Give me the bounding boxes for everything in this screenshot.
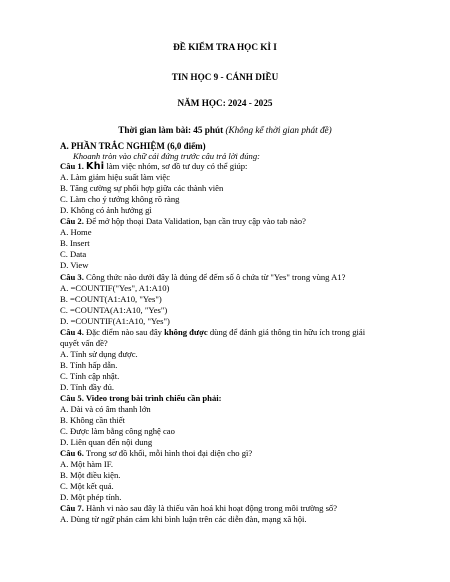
question-2 — [60, 216, 440, 226]
option: B. Insert — [60, 238, 90, 248]
section-a-title: A. PHẦN TRẮC NGHIỆM (6,0 điểm) — [60, 141, 206, 151]
question-4-label: Câu 4. — [60, 327, 84, 337]
question-4-text-bold: không được — [164, 327, 208, 337]
section-a-instruction: Khoanh tròn vào chữ cái đứng trước câu trả lời đúng: — [73, 151, 260, 161]
question-5-text: Video trong bài trình chiếu cần phải: — [85, 393, 222, 403]
option: D. View — [60, 260, 89, 270]
option: C. =COUNTA(A1:A10, "Yes") — [60, 305, 168, 315]
option: A. Dùng từ ngữ phản cảm khi bình luận trên các diễn đàn, mạng xã hội. — [60, 514, 307, 524]
exam-title: ĐỀ KIỂM TRA HỌC KÌ I — [173, 42, 277, 52]
option: A. Một hàm IF. — [60, 459, 114, 469]
question-4-text-before: Đặc điểm nào sau đây — [86, 327, 162, 337]
question-1 — [60, 161, 440, 172]
option: D. Một phép tính. — [60, 492, 122, 502]
exam-subject: TIN HỌC 9 - CÁNH DIỀU — [171, 72, 279, 82]
option: D. Không có ảnh hưởng gì — [60, 205, 152, 215]
option: A. Làm giảm hiệu suất làm việc — [60, 172, 171, 182]
exam-time — [0, 125, 450, 135]
option: B. Không cần thiết — [60, 415, 125, 425]
question-1-text: làm việc nhóm, sơ đồ tư duy có thể giúp: — [106, 161, 248, 171]
question-1-label: Câu 1. — [60, 161, 84, 171]
question-6 — [60, 448, 440, 458]
question-3-label: Câu 3. — [60, 272, 84, 282]
question-5-label: Câu 5. — [60, 393, 84, 403]
question-5 — [60, 393, 440, 403]
option: B. =COUNT(A1:A10, "Yes") — [60, 294, 162, 304]
exam-year: NĂM HỌC: 2024 - 2025 — [177, 98, 273, 108]
question-2-text: Để mở hộp thoại Data Validation, bạn cần truy cập vào tab nào? — [86, 216, 306, 226]
option: A. Dài và có âm thanh lớn — [60, 404, 151, 414]
option: A. =COUNTIF("Yes", A1:A10) — [60, 283, 170, 293]
option: C. Tính cập nhật. — [60, 371, 120, 381]
option: A. Tính sử dụng được. — [60, 349, 138, 359]
question-2-label: Câu 2. — [60, 216, 84, 226]
option: B. Tính hấp dẫn. — [60, 360, 118, 370]
option: B. Một điều kiện. — [60, 470, 121, 480]
question-4 — [60, 327, 440, 337]
option: D. Tính đầy đủ. — [60, 382, 115, 392]
question-6-label: Câu 6. — [60, 448, 84, 458]
option: C. Một kết quả. — [60, 481, 114, 491]
option: D. Liên quan đến nội dung — [60, 437, 153, 447]
question-7 — [60, 503, 440, 513]
option: C. Data — [60, 249, 87, 259]
question-7-text: Hành vi nào sau đây là thiếu văn hoá khi hoạt động trong môi trường số? — [86, 503, 338, 513]
question-1-highlight: Khi — [86, 161, 105, 172]
exam-time-note: (Không kể thời gian phát đề) — [225, 125, 332, 135]
option: B. Tăng cường sự phối hợp giữa các thành viên — [60, 183, 224, 193]
question-4-text-after: dùng để đánh giá thông tin hữu ích trong giải — [209, 327, 366, 337]
question-3-text: Công thức nào dưới đây là đúng để đếm số ô chứa từ "Yes" trong vùng A1? — [86, 272, 346, 282]
question-7-label: Câu 7. — [60, 503, 84, 513]
question-4-continuation: quyết vấn đề? — [60, 338, 108, 348]
exam-time-label: Thời gian làm bài: 45 phút — [118, 125, 224, 135]
option: D. =COUNTIF(A1:A10, "Yes") — [60, 316, 170, 326]
option: A. Home — [60, 227, 92, 237]
option: C. Làm cho ý tưởng không rõ ràng — [60, 194, 180, 204]
question-3 — [60, 272, 440, 282]
question-6-text: Trong sơ đồ khối, mỗi hình thoi đại diện cho gì? — [85, 448, 253, 458]
option: C. Được làm bằng công nghệ cao — [60, 426, 175, 436]
